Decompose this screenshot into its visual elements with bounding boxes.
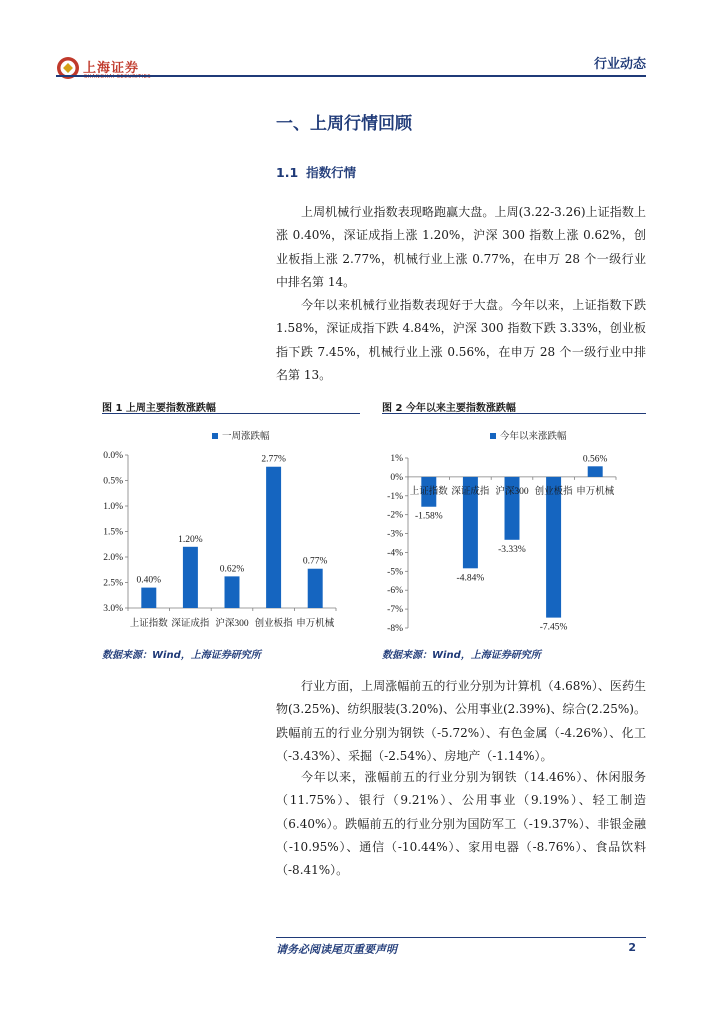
subsection-number: 1.1 [276, 165, 299, 180]
figure1-source: 数据来源：Wind，上海证券研究所 [102, 650, 261, 661]
bar-value-label: -1.58% [414, 511, 443, 522]
y-tick-label: 1% [390, 454, 403, 464]
y-tick-label: -5% [387, 567, 403, 578]
subsection-title [276, 163, 356, 181]
logo-subtext: SHANGHAI SECURITIES [84, 74, 152, 80]
x-category-label: 深证成指 [171, 619, 210, 629]
x-category-label: 上证指数 [129, 619, 168, 629]
x-category-label: 申万机械 [576, 487, 615, 497]
paragraph-weekly: 上周机械行业指数表现略跑赢大盘。上周(3.22-3.26)上证指数上涨 0.40%，深证成指上涨 1.20%，沪深 300 指数上涨 0.62%，创业板指上涨 2.77%，机械行业上涨 0.77%，在申万 28 个一级行业中排名第 14。 [276, 205, 646, 289]
x-category-label: 上证指数 [409, 487, 448, 497]
y-tick-label: 1.0% [103, 502, 123, 512]
bar-value-label: 2.77% [261, 454, 286, 465]
y-tick-label: 0.5% [103, 476, 123, 487]
y-tick-label: 0% [390, 472, 403, 483]
legend-swatch [490, 433, 496, 439]
footer-disclaimer: 请务必阅读尾页重要声明 [276, 943, 397, 956]
logo-text: 上海证券 [83, 61, 140, 76]
bar-value-label: 0.56% [582, 454, 608, 465]
bar-申万机械 [308, 569, 323, 608]
bar-value-label: 1.20% [178, 534, 203, 545]
y-tick-label: -6% [387, 586, 403, 597]
section-title: 一、上周行情回顾 [276, 114, 412, 134]
legend-swatch [212, 433, 218, 439]
bar-value-label: -7.45% [539, 622, 568, 633]
bar-上证指数 [141, 588, 156, 608]
chart2-legend [490, 430, 567, 442]
subsection-label: 指数行情 [306, 165, 357, 180]
bar-value-label: -4.84% [456, 573, 485, 584]
figure2-caption: 图 2 今年以来主要指数涨跌幅 [382, 403, 516, 414]
y-tick-label: -7% [387, 605, 403, 616]
y-tick-label: 2.5% [103, 578, 123, 589]
y-tick-label: 0.0% [103, 451, 123, 461]
bar-创业板指 [546, 477, 561, 618]
x-category-label: 沪深300 [215, 619, 249, 629]
footer-divider [276, 937, 646, 938]
header-divider [56, 75, 646, 77]
report-category: 行业动态 [593, 57, 646, 72]
bar-创业板指 [266, 467, 281, 608]
figure2-caption-rule [382, 413, 646, 414]
figure1-caption-rule [102, 413, 360, 414]
bar-value-label: -3.33% [498, 544, 526, 555]
chart-ytd-index-change [380, 418, 650, 640]
bar-value-label: 0.77% [302, 556, 328, 567]
y-tick-label: -4% [387, 548, 403, 559]
y-tick-label: 1.5% [103, 527, 123, 538]
bar-value-label: 0.62% [219, 564, 245, 575]
chart1-legend [212, 430, 270, 442]
y-tick-label: 2.0% [103, 553, 123, 563]
figure1-caption: 图 1 上周主要指数涨跌幅 [102, 403, 216, 414]
x-category-label: 深证成指 [451, 487, 490, 497]
bar-深证成指 [183, 547, 198, 608]
y-tick-label: -1% [387, 491, 403, 502]
legend-label: 一周涨跌幅 [222, 432, 270, 442]
bar-value-label: 0.40% [136, 575, 162, 586]
x-category-label: 申万机械 [296, 619, 335, 629]
y-tick-label: -3% [387, 529, 403, 540]
x-category-label: 创业板指 [534, 487, 573, 497]
bar-沪深300 [225, 576, 240, 608]
y-tick-label: -8% [387, 624, 403, 634]
paragraph-ytd: 今年以来机械行业指数表现好于大盘。今年以来，上证指数下跌 1.58%，深证成指下跌 4.84%，沪深 300 指数下跌 3.33%，创业板指下跌 7.45%，机械行业上涨 0.56%，在申万 28 个一级行业中排名第 13。 [276, 298, 646, 382]
bar-申万机械 [588, 466, 603, 477]
company-logo [56, 53, 176, 83]
figure2-source: 数据来源：Wind，上海证券研究所 [382, 650, 541, 661]
legend-label: 今年以来涨跌幅 [500, 432, 567, 442]
y-tick-label: -2% [387, 510, 403, 521]
chart-weekly-index-change [100, 418, 370, 640]
paragraph-industry-ytd: 今年以来，涨幅前五的行业分别为钢铁（14.46%）、休闲服务（11.75%）、银行（9.21%）、公用事业（9.19%）、轻工制造（6.40%）。跌幅前五的行业分别为国防军工（-19.37%）、非银金融（-10.95%）、通信（-10.44%）、家用电器（-8.76%）、食品饮料（-8.41%）。 [276, 770, 646, 878]
y-tick-label: 3.0% [103, 604, 123, 614]
x-category-label: 创业板指 [254, 619, 293, 629]
paragraph-industry-weekly: 行业方面，上周涨幅前五的行业分别为计算机（4.68%）、医药生物(3.25%)、纺织服装(3.20%)、公用事业(2.39%)、综合(2.25%)。跌幅前五的行业分别为钢铁（-5.72%）、有色金属（-4.26%）、化工（-3.43%）、采掘（-2.54%）、房地产（-1.14%）。 [276, 679, 646, 763]
page-number: 2 [628, 941, 636, 954]
x-category-label: 沪深300 [495, 487, 529, 497]
